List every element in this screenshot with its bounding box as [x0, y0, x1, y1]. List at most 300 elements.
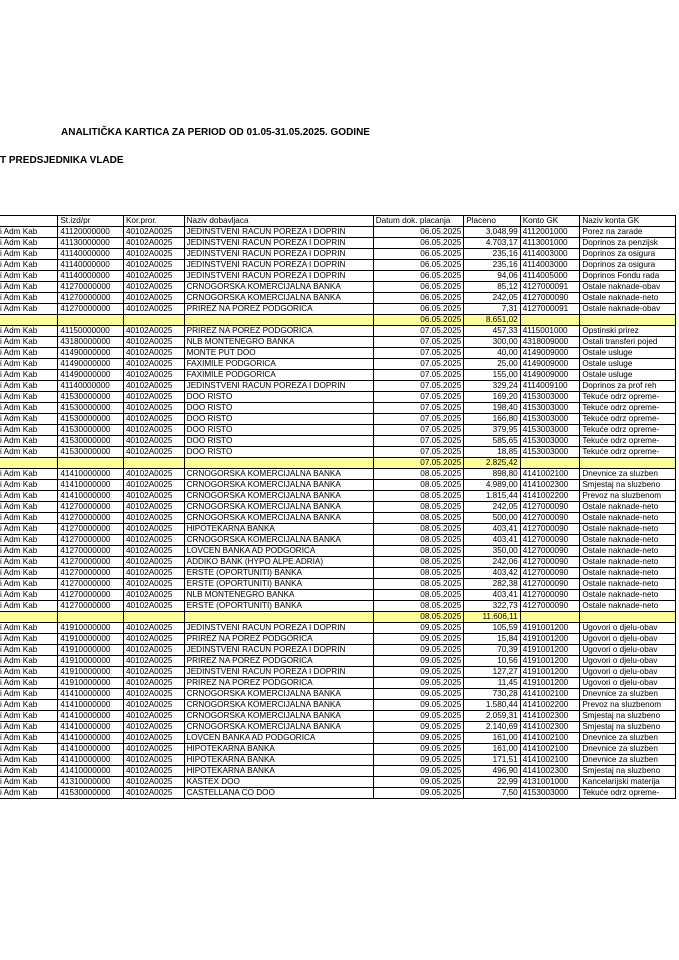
account-cell: 41490000000	[58, 359, 124, 370]
budget-code-cell: 40102A0025	[123, 788, 184, 799]
account-cell: 41140000000	[58, 260, 124, 271]
gl-account-name-cell: Prevoz na sluzbenom	[580, 700, 676, 711]
column-header: Kor.pror.	[123, 216, 184, 227]
org-cell: i Adm Kab	[0, 579, 58, 590]
amount-cell: 25,00	[464, 359, 520, 370]
amount-cell: 198,40	[464, 403, 520, 414]
supplier-cell: ERSTE (OPORTUNITI) BANKA	[184, 601, 373, 612]
table-row	[0, 524, 676, 535]
budget-code-cell: 40102A0025	[123, 601, 184, 612]
org-cell: i Adm Kab	[0, 623, 58, 634]
budget-code-cell: 40102A0025	[123, 403, 184, 414]
gl-account-cell: 4153003000	[520, 414, 580, 425]
payment-date-cell: 08.05.2025	[373, 568, 464, 579]
budget-code-cell: 40102A0025	[123, 414, 184, 425]
payment-date-cell: 09.05.2025	[373, 766, 464, 777]
gl-account-name-cell: Ugovori o djelu-obav	[580, 678, 676, 689]
table-row	[0, 271, 676, 282]
table-row	[0, 711, 676, 722]
amount-cell: 3.048,99	[464, 227, 520, 238]
amount-cell: 350,00	[464, 546, 520, 557]
supplier-cell: PRIREZ NA POREZ PODGORICA	[184, 678, 373, 689]
gl-account-cell: 4149009000	[520, 348, 580, 359]
gl-account-cell: 4131001000	[520, 777, 580, 788]
budget-code-cell: 40102A0025	[123, 777, 184, 788]
supplier-cell: JEDINSTVENI RACUN POREZA I DOPRIN	[184, 238, 373, 249]
budget-code-cell: 40102A0025	[123, 557, 184, 568]
gl-account-name-cell: Doprinos za osigura	[580, 249, 676, 260]
account-cell: 41410000000	[58, 733, 124, 744]
table-row	[0, 403, 676, 414]
table-row	[0, 359, 676, 370]
gl-account-name-cell: Ostale naknade-neto	[580, 513, 676, 524]
account-cell: 41530000000	[58, 403, 124, 414]
org-cell: i Adm Kab	[0, 546, 58, 557]
amount-cell: 127,27	[464, 667, 520, 678]
budget-code-cell: 40102A0025	[123, 711, 184, 722]
payment-date-cell: 09.05.2025	[373, 711, 464, 722]
budget-code-cell: 40102A0025	[123, 546, 184, 557]
table-row	[0, 689, 676, 700]
account-cell: 41270000000	[58, 535, 124, 546]
budget-code-cell: 40102A0025	[123, 249, 184, 260]
budget-code-cell: 40102A0025	[123, 689, 184, 700]
amount-cell: 94,06	[464, 271, 520, 282]
account-cell: 41270000000	[58, 590, 124, 601]
payment-date-cell: 09.05.2025	[373, 733, 464, 744]
gl-account-cell	[520, 458, 580, 469]
gl-account-cell: 4191001200	[520, 678, 580, 689]
budget-code-cell: 40102A0025	[123, 623, 184, 634]
payment-date-cell: 09.05.2025	[373, 678, 464, 689]
gl-account-cell: 4191001200	[520, 623, 580, 634]
budget-code-cell: 40102A0025	[123, 667, 184, 678]
supplier-cell: CRNOGORSKA KOMERCIJALNA BANKA	[184, 491, 373, 502]
amount-cell: 22,99	[464, 777, 520, 788]
gl-account-name-cell: Tekuće odrz opreme-	[580, 447, 676, 458]
budget-code-cell: 40102A0025	[123, 359, 184, 370]
org-cell: i Adm Kab	[0, 370, 58, 381]
account-cell: 41530000000	[58, 788, 124, 799]
column-header: Placeno	[464, 216, 520, 227]
amount-cell: 500,00	[464, 513, 520, 524]
supplier-cell: NLB MONTENEGRO BANKA	[184, 590, 373, 601]
org-cell: i Adm Kab	[0, 436, 58, 447]
payment-date-cell: 07.05.2025	[373, 447, 464, 458]
gl-account-name-cell: Ostale naknade-neto	[580, 601, 676, 612]
table-row	[0, 491, 676, 502]
budget-code-cell: 40102A0025	[123, 392, 184, 403]
amount-cell: 70,39	[464, 645, 520, 656]
org-cell: i Adm Kab	[0, 414, 58, 425]
table-row	[0, 623, 676, 634]
supplier-cell	[184, 612, 373, 623]
budget-code-cell: 40102A0025	[123, 447, 184, 458]
amount-cell: 403,42	[464, 568, 520, 579]
budget-code-cell: 40102A0025	[123, 634, 184, 645]
gl-account-cell: 4141002200	[520, 491, 580, 502]
table-row	[0, 744, 676, 755]
supplier-cell: DOO RISTO	[184, 403, 373, 414]
table-row	[0, 249, 676, 260]
table-row	[0, 634, 676, 645]
payment-date-cell: 08.05.2025	[373, 524, 464, 535]
account-cell: 41270000000	[58, 568, 124, 579]
gl-account-cell: 4141002300	[520, 722, 580, 733]
gl-account-name-cell: Smjestaj na sluzbeno	[580, 766, 676, 777]
table-row	[0, 645, 676, 656]
account-cell: 41530000000	[58, 425, 124, 436]
payment-date-cell: 09.05.2025	[373, 722, 464, 733]
table-row	[0, 414, 676, 425]
gl-account-name-cell: Ostale naknade-obav	[580, 304, 676, 315]
org-cell: i Adm Kab	[0, 766, 58, 777]
gl-account-name-cell: Porez na zarade	[580, 227, 676, 238]
gl-account-name-cell: Dnevnice za sluzben	[580, 469, 676, 480]
budget-code-cell: 40102A0025	[123, 293, 184, 304]
payment-date-cell: 08.05.2025	[373, 579, 464, 590]
amount-cell: 235,16	[464, 249, 520, 260]
org-cell: i Adm Kab	[0, 513, 58, 524]
account-cell: 41410000000	[58, 722, 124, 733]
amount-cell: 242,06	[464, 557, 520, 568]
gl-account-name-cell: Kancelarijski materija	[580, 777, 676, 788]
gl-account-name-cell	[580, 315, 676, 326]
gl-account-name-cell: Tekuće odrz opreme-	[580, 403, 676, 414]
table-header-row	[0, 216, 676, 227]
budget-code-cell	[123, 315, 184, 326]
payment-date-cell: 07.05.2025	[373, 436, 464, 447]
org-cell: i Adm Kab	[0, 744, 58, 755]
table-row	[0, 601, 676, 612]
org-cell: i Adm Kab	[0, 293, 58, 304]
gl-account-name-cell: Dnevnice za sluzben	[580, 744, 676, 755]
org-cell: i Adm Kab	[0, 755, 58, 766]
table-row	[0, 579, 676, 590]
gl-account-name-cell: Ostale naknade-neto	[580, 535, 676, 546]
supplier-cell: FAXIMILE PODGORICA	[184, 359, 373, 370]
budget-code-cell: 40102A0025	[123, 480, 184, 491]
supplier-cell: MONTE PUT DOO	[184, 348, 373, 359]
payment-date-cell: 08.05.2025	[373, 491, 464, 502]
payment-date-cell: 09.05.2025	[373, 634, 464, 645]
supplier-cell: NLB MONTENEGRO BANKA	[184, 337, 373, 348]
gl-account-cell: 4153003000	[520, 403, 580, 414]
column-header: St.izd/pr	[58, 216, 124, 227]
amount-cell: 155,00	[464, 370, 520, 381]
payment-date-cell: 09.05.2025	[373, 623, 464, 634]
payment-date-cell: 07.05.2025	[373, 359, 464, 370]
supplier-cell: CRNOGORSKA KOMERCIJALNA BANKA	[184, 293, 373, 304]
payment-date-cell: 09.05.2025	[373, 777, 464, 788]
gl-account-name-cell: Doprinos za prof reh	[580, 381, 676, 392]
gl-account-cell: 4114005000	[520, 271, 580, 282]
amount-cell: 4.989,00	[464, 480, 520, 491]
gl-account-cell: 4191001200	[520, 645, 580, 656]
budget-code-cell: 40102A0025	[123, 260, 184, 271]
supplier-cell: PRIREZ NA POREZ PODGORICA	[184, 634, 373, 645]
supplier-cell: DOO RISTO	[184, 425, 373, 436]
account-cell: 41910000000	[58, 678, 124, 689]
org-cell: i Adm Kab	[0, 590, 58, 601]
amount-cell: 1.815,44	[464, 491, 520, 502]
supplier-cell: CRNOGORSKA KOMERCIJALNA BANKA	[184, 711, 373, 722]
amount-cell: 2.059,31	[464, 711, 520, 722]
supplier-cell: JEDINSTVENI RACUN POREZA I DOPRIN	[184, 249, 373, 260]
gl-account-name-cell: Ugovori o djelu-obav	[580, 634, 676, 645]
amount-cell: 18,85	[464, 447, 520, 458]
amount-cell: 379,95	[464, 425, 520, 436]
budget-code-cell: 40102A0025	[123, 326, 184, 337]
budget-code-cell: 40102A0025	[123, 238, 184, 249]
account-cell: 41410000000	[58, 744, 124, 755]
org-cell: i Adm Kab	[0, 337, 58, 348]
gl-account-name-cell: Tekuće odrz opreme-	[580, 392, 676, 403]
budget-code-cell: 40102A0025	[123, 502, 184, 513]
table-row	[0, 392, 676, 403]
org-cell: i Adm Kab	[0, 601, 58, 612]
amount-cell: 322,73	[464, 601, 520, 612]
org-cell: i Adm Kab	[0, 711, 58, 722]
table-row	[0, 722, 676, 733]
payment-date-cell: 07.05.2025	[373, 458, 464, 469]
payment-date-cell: 08.05.2025	[373, 513, 464, 524]
budget-code-cell: 40102A0025	[123, 579, 184, 590]
account-cell: 41410000000	[58, 766, 124, 777]
gl-account-cell: 4114009100	[520, 381, 580, 392]
amount-cell: 169,20	[464, 392, 520, 403]
payment-date-cell: 08.05.2025	[373, 557, 464, 568]
amount-cell: 11.606,11	[464, 612, 520, 623]
table-row	[0, 667, 676, 678]
gl-account-cell: 4127000090	[520, 557, 580, 568]
org-cell: i Adm Kab	[0, 381, 58, 392]
org-cell: i Adm Kab	[0, 260, 58, 271]
account-cell: 41270000000	[58, 502, 124, 513]
payment-date-cell: 06.05.2025	[373, 227, 464, 238]
org-cell: i Adm Kab	[0, 403, 58, 414]
org-cell	[0, 612, 58, 623]
budget-code-cell: 40102A0025	[123, 535, 184, 546]
account-cell	[58, 458, 124, 469]
gl-account-name-cell	[580, 612, 676, 623]
supplier-cell: HIPOTEKARNA BANKA	[184, 744, 373, 755]
gl-account-name-cell: Ugovori o djelu-obav	[580, 656, 676, 667]
budget-code-cell: 40102A0025	[123, 513, 184, 524]
gl-account-cell: 4153003000	[520, 447, 580, 458]
amount-cell: 242,05	[464, 502, 520, 513]
gl-account-name-cell: Prevoz na sluzbenom	[580, 491, 676, 502]
table-row	[0, 480, 676, 491]
table-row	[0, 777, 676, 788]
table-row	[0, 293, 676, 304]
budget-code-cell: 40102A0025	[123, 337, 184, 348]
account-cell: 41910000000	[58, 623, 124, 634]
account-cell: 41270000000	[58, 282, 124, 293]
account-cell: 41270000000	[58, 546, 124, 557]
budget-code-cell: 40102A0025	[123, 425, 184, 436]
org-cell: i Adm Kab	[0, 524, 58, 535]
payment-date-cell: 09.05.2025	[373, 667, 464, 678]
table-row	[0, 326, 676, 337]
account-cell: 41910000000	[58, 656, 124, 667]
amount-cell: 300,00	[464, 337, 520, 348]
budget-code-cell: 40102A0025	[123, 469, 184, 480]
gl-account-name-cell: Ostale naknade-neto	[580, 524, 676, 535]
account-cell: 41270000000	[58, 557, 124, 568]
org-cell: i Adm Kab	[0, 656, 58, 667]
amount-cell: 235,16	[464, 260, 520, 271]
payment-date-cell: 07.05.2025	[373, 370, 464, 381]
org-cell: i Adm Kab	[0, 689, 58, 700]
column-header: Konto GK	[520, 216, 580, 227]
payment-date-cell: 08.05.2025	[373, 612, 464, 623]
amount-cell: 10,56	[464, 656, 520, 667]
subtotal-row	[0, 315, 676, 326]
gl-account-cell: 4115001000	[520, 326, 580, 337]
amount-cell: 457,33	[464, 326, 520, 337]
org-cell: i Adm Kab	[0, 634, 58, 645]
gl-account-name-cell: Ostale naknade-obav	[580, 282, 676, 293]
supplier-cell: KASTEX DOO	[184, 777, 373, 788]
gl-account-cell: 4141002100	[520, 755, 580, 766]
amount-cell: 403,41	[464, 535, 520, 546]
payment-date-cell: 07.05.2025	[373, 392, 464, 403]
account-cell: 41490000000	[58, 370, 124, 381]
gl-account-cell: 4127000090	[520, 601, 580, 612]
table-body	[0, 227, 676, 799]
supplier-cell	[184, 315, 373, 326]
org-cell: i Adm Kab	[0, 392, 58, 403]
budget-code-cell: 40102A0025	[123, 744, 184, 755]
gl-account-name-cell: Doprinos za osigura	[580, 260, 676, 271]
gl-account-cell: 4114003000	[520, 260, 580, 271]
gl-account-cell: 4114003000	[520, 249, 580, 260]
gl-account-cell: 4141002100	[520, 733, 580, 744]
table-row	[0, 238, 676, 249]
org-cell: i Adm Kab	[0, 480, 58, 491]
budget-code-cell: 40102A0025	[123, 645, 184, 656]
account-cell: 41270000000	[58, 524, 124, 535]
account-cell: 41910000000	[58, 634, 124, 645]
amount-cell: 15,84	[464, 634, 520, 645]
account-cell: 41910000000	[58, 645, 124, 656]
payment-date-cell: 06.05.2025	[373, 249, 464, 260]
org-cell: i Adm Kab	[0, 491, 58, 502]
table-row	[0, 304, 676, 315]
table-row	[0, 436, 676, 447]
gl-account-cell: 4127000090	[520, 568, 580, 579]
budget-code-cell: 40102A0025	[123, 348, 184, 359]
amount-cell: 7,31	[464, 304, 520, 315]
gl-account-cell: 4127000090	[520, 590, 580, 601]
budget-code-cell: 40102A0025	[123, 491, 184, 502]
payment-date-cell: 09.05.2025	[373, 755, 464, 766]
payment-date-cell: 06.05.2025	[373, 315, 464, 326]
amount-cell: 11,45	[464, 678, 520, 689]
org-cell: i Adm Kab	[0, 535, 58, 546]
supplier-cell: LOVCEN BANKA AD PODGORICA	[184, 546, 373, 557]
payment-date-cell: 06.05.2025	[373, 271, 464, 282]
gl-account-name-cell: Ostali transferi pojed	[580, 337, 676, 348]
supplier-cell: CRNOGORSKA KOMERCIJALNA BANKA	[184, 535, 373, 546]
amount-cell: 85,12	[464, 282, 520, 293]
gl-account-cell: 4141002300	[520, 766, 580, 777]
gl-account-name-cell: Ugovori o djelu-obav	[580, 667, 676, 678]
gl-account-cell: 4318009000	[520, 337, 580, 348]
account-cell: 41270000000	[58, 579, 124, 590]
gl-account-cell: 4127000090	[520, 513, 580, 524]
gl-account-cell: 4127000090	[520, 546, 580, 557]
supplier-cell: CRNOGORSKA KOMERCIJALNA BANKA	[184, 480, 373, 491]
supplier-cell: FAXIMILE PODGORICA	[184, 370, 373, 381]
amount-cell: 105,59	[464, 623, 520, 634]
amount-cell: 403,41	[464, 590, 520, 601]
org-cell: i Adm Kab	[0, 326, 58, 337]
table-row	[0, 557, 676, 568]
supplier-cell: CRNOGORSKA KOMERCIJALNA BANKA	[184, 282, 373, 293]
payment-date-cell: 08.05.2025	[373, 546, 464, 557]
gl-account-cell: 4191001200	[520, 656, 580, 667]
payment-date-cell: 06.05.2025	[373, 304, 464, 315]
supplier-cell: PRIREZ NA POREZ PODGORICA	[184, 656, 373, 667]
gl-account-cell: 4141002300	[520, 711, 580, 722]
payment-date-cell: 07.05.2025	[373, 348, 464, 359]
payment-date-cell: 08.05.2025	[373, 502, 464, 513]
budget-code-cell: 40102A0025	[123, 568, 184, 579]
payment-date-cell: 07.05.2025	[373, 337, 464, 348]
table-row	[0, 546, 676, 557]
supplier-cell: CRNOGORSKA KOMERCIJALNA BANKA	[184, 700, 373, 711]
gl-account-name-cell: Ostale usluge	[580, 370, 676, 381]
gl-account-name-cell: Doprinos za penzijsk	[580, 238, 676, 249]
org-cell: i Adm Kab	[0, 227, 58, 238]
amount-cell: 2.825,42	[464, 458, 520, 469]
table-row	[0, 535, 676, 546]
budget-code-cell: 40102A0025	[123, 733, 184, 744]
account-cell: 41530000000	[58, 436, 124, 447]
budget-code-cell: 40102A0025	[123, 227, 184, 238]
amount-cell: 1.580,44	[464, 700, 520, 711]
gl-account-name-cell: Ostale naknade-neto	[580, 579, 676, 590]
account-cell: 41410000000	[58, 491, 124, 502]
org-cell: i Adm Kab	[0, 678, 58, 689]
account-cell: 41530000000	[58, 414, 124, 425]
gl-account-name-cell: Ostale naknade-neto	[580, 590, 676, 601]
org-cell: i Adm Kab	[0, 700, 58, 711]
subtotal-row	[0, 458, 676, 469]
org-cell: i Adm Kab	[0, 722, 58, 733]
gl-account-cell: 4127000091	[520, 304, 580, 315]
gl-account-name-cell: Ostale usluge	[580, 359, 676, 370]
budget-code-cell	[123, 612, 184, 623]
gl-account-cell: 4141002300	[520, 480, 580, 491]
gl-account-name-cell: Tekuće odrz opreme-	[580, 425, 676, 436]
column-header: Naziv dobavljaca	[184, 216, 373, 227]
payment-date-cell: 09.05.2025	[373, 788, 464, 799]
gl-account-name-cell: Ugovori o djelu-obav	[580, 623, 676, 634]
page-subtitle: T PREDSJEDNIKA VLADE	[0, 155, 124, 166]
gl-account-cell: 4149009000	[520, 359, 580, 370]
account-cell	[58, 315, 124, 326]
org-cell: i Adm Kab	[0, 667, 58, 678]
amount-cell: 898,80	[464, 469, 520, 480]
amount-cell: 730,28	[464, 689, 520, 700]
supplier-cell: PRIREZ NA POREZ PODGORICA	[184, 326, 373, 337]
ledger-table	[0, 215, 676, 799]
gl-account-cell: 4127000090	[520, 535, 580, 546]
account-cell: 41140000000	[58, 249, 124, 260]
